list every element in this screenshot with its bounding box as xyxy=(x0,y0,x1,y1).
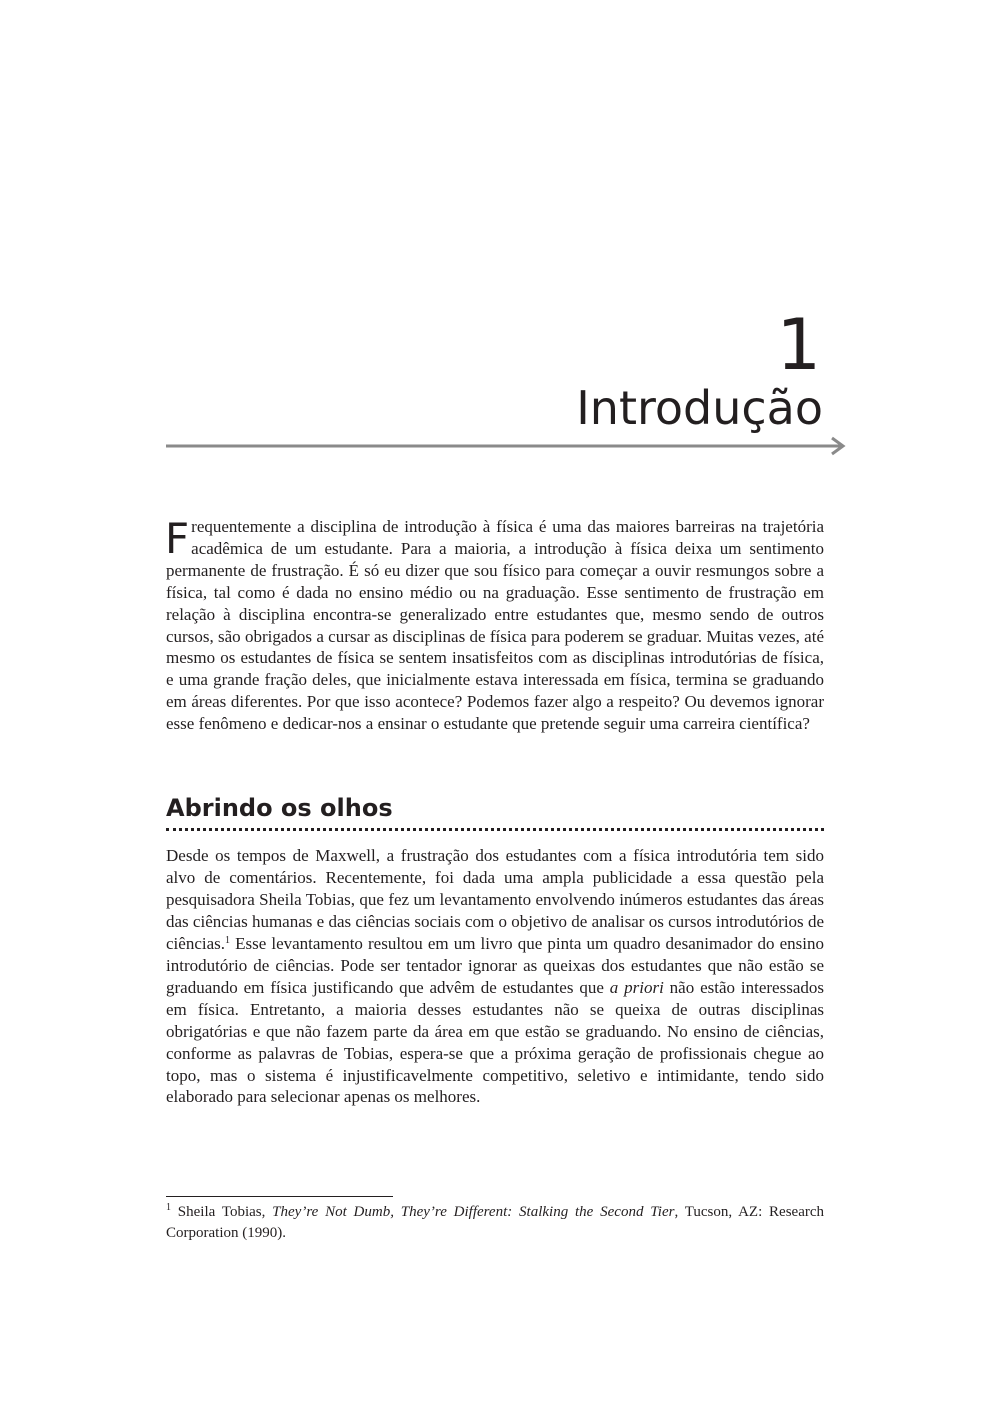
footnote-marker: 1 xyxy=(166,1202,171,1213)
section-dotted-rule xyxy=(166,828,824,831)
chapter-rule-arrow xyxy=(166,436,848,456)
section-paragraph xyxy=(166,845,824,1108)
section-text-part2: Esse levantamento resultou em um livro que pinta um quadro desanimador do ensino introdutório de ciências. Pode ser tentador ignorar as queixas dos estudantes que não estão se graduando em física justificando que advêm de estudantes que xyxy=(166,933,824,997)
intro-paragraph xyxy=(166,516,824,735)
dropcap: F xyxy=(165,514,190,563)
chapter-title: Introdução xyxy=(576,381,823,435)
footnote-author: Sheila Tobias, xyxy=(171,1204,273,1220)
section-text-part1: Desde os tempos de Maxwell, a frustração dos estudantes com a física introdutória tem sido alvo de comentários. Recentemente, foi dada uma ampla publicidade a essa questão pela pesquisadora Sheila Tobias, que fez um levantamento envolvendo inúmeros estudantes das áreas das ciências humanas e das ciências sociais com o objetivo de analisar os cursos introdutórios de ciências. xyxy=(166,846,824,953)
intro-text: requentemente a disciplina de introdução à física é uma das maiores barreiras na trajetória acadêmica de um estudante. Para a maioria, a introdução à física deixa um sentimento permanente de frustração. É só eu dizer que sou físico para começar a ouvir resmungos sobre a física, tal como é dada no ensino médio ou na graduação. Esse sentimento de frustração em relação à disciplina encontra-se generalizado entre estudantes que, mesmo sendo de outros cursos, são obrigados a cursar as disciplinas de física para poderem se graduar. Muitas vezes, até mesmo os estudantes de física se sentem insatisfeitos com as disciplinas introdutórias de física, e uma grande fração deles, que inicialmente estava interessada em física, termina se graduando em áreas diferentes. Por que isso acontece? Podemos fazer algo a respeito? Ou devemos ignorar esse fenômeno e dedicar-nos a ensinar o estudante que pretende seguir uma carreira científica? xyxy=(166,517,824,734)
footnote-rule xyxy=(166,1196,393,1197)
section-heading: Abrindo os olhos xyxy=(166,794,393,822)
italic-term: a priori xyxy=(609,977,664,997)
footnote-reference[interactable]: 1 xyxy=(225,934,230,946)
footnote-book-title: They’re Not Dumb, They’re Different: Stalking the Second Tier xyxy=(272,1204,675,1220)
footnote-rest: , Tucson, AZ: Research Corporation (1990). xyxy=(166,1204,825,1241)
footnote xyxy=(166,1202,824,1244)
section-text-part3: não estão interessados em física. Entretanto, a maioria desses estudantes não se queixa de outras disciplinas obrigatórias e que não fazem parte da área em que estão se graduando. No ensino de ciências, conforme as palavras de Tobias, espera-se que a próxima geração de profissionais chegue ao topo, mas o sistema é injustificavelmente competitivo, seletivo e intimidante, tendo sido elaborado para selecionar apenas os melhores. xyxy=(166,977,824,1107)
chapter-number: 1 xyxy=(776,304,821,386)
